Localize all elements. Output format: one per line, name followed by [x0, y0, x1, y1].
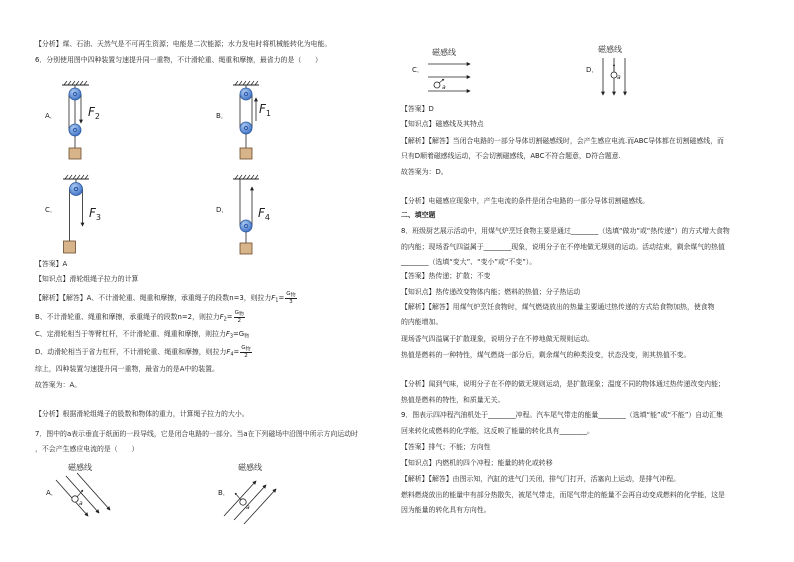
q6-analysis: 【分析】根据滑轮组绳子的股数和物体的重力，计算绳子拉力的大小。 — [35, 410, 249, 418]
force-label-b: $F_1$ — [259, 102, 271, 118]
force-symbol: F — [225, 330, 230, 338]
q9-stem-line-1: 9．图表示四冲程汽油机处于________冲程。汽车尾气带走的能量________（选填“能”或“不能”）自动汇集 — [401, 411, 723, 419]
q8-solution-line-3: 现场香气四溢属于扩散现象，说明分子在不停地做无规则运动。 — [401, 335, 594, 343]
q6-option-c-label: C． — [45, 206, 57, 214]
q6-solution-b-text: B、不计滑轮重、绳重和摩擦，承重绳子的段数n=2，则拉力 — [35, 313, 220, 321]
q8-solution-line-1: 【解析】【解答】用煤气炉烹饪食物时，煤气燃烧放出的热量主要通过热传递的方式给食物加热，使食物 — [401, 303, 715, 311]
q8-stem-line-2: 的内能；现场香气四溢属于________现象，说明分子在不停地做无规则的运动。活动结束，剩余煤气的热值 — [401, 243, 725, 251]
weight-block — [240, 243, 252, 254]
q6-answer: 【答案】A — [35, 260, 68, 268]
weight-block — [64, 241, 76, 253]
field-label-b: 磁感线 — [238, 463, 262, 472]
field-label-d: 磁感线 — [598, 45, 622, 54]
q7-solution-line-2: 只有D顺着磁感线运动，不会切割磁感线，ABC不符合题意，D符合题意. — [401, 152, 621, 160]
q9-answer: 【答案】排气；不能；方向性 — [401, 443, 491, 451]
pulley-diagram-c — [63, 175, 89, 253]
q8-stem-line-3: ________（选填“变大”、“变小”或“不变”）。 — [401, 258, 537, 266]
q9-solution-line-3: 因为能量的转化具有方向性。 — [401, 506, 491, 514]
q7-option-d-label: D． — [586, 66, 599, 74]
force-label-c: $F_3$ — [89, 206, 101, 222]
q7-analysis: 【分析】电磁感应现象中，产生电流的条件是闭合电路的一部分导体切割磁感线。 — [401, 197, 650, 205]
q8-knowledge: 【知识点】热传递改变物体内能；燃料的热值；分子热运动 — [401, 288, 581, 296]
q6-solution-a-text: 【解析】【解答】A、不计滑轮重、绳重和摩擦，承重绳子的段数n=3，则拉力 — [35, 294, 272, 302]
magnetic-field-diagram-c — [428, 64, 470, 91]
q7-stem-line-1: 7．图中的a表示垂直于纸面的一段导线，它是闭合电路的一部分。当a在下列磁场中沿图中所示方向运动时 — [35, 430, 358, 438]
pulley-diagram-b — [233, 81, 259, 159]
wire-label-d: a — [617, 74, 621, 81]
pulley-icon — [69, 124, 81, 136]
force-symbol: F — [219, 313, 224, 321]
wire-label-b: a — [246, 504, 250, 511]
magnetic-field-diagram-b — [224, 481, 276, 524]
weight-block — [69, 148, 81, 159]
pulley-icon — [70, 183, 83, 196]
field-label-c: 磁感线 — [432, 48, 456, 57]
q8-solution-line-2: 的内能增加。 — [401, 318, 443, 326]
q7-knowledge: 【知识点】磁感线及其特点 — [401, 120, 484, 128]
equals-sign: = — [278, 294, 285, 302]
q9-solution-line-1: 【解析】【解答】由图示知，汽缸的进气门关闭，排气门打开，活塞向上运动，是排气冲程。 — [401, 475, 681, 483]
q7-final-answer: 故答案为：D。 — [401, 168, 448, 176]
field-label-a: 磁感线 — [68, 463, 92, 472]
q8-answer: 【答案】热传递；扩散；不变 — [401, 272, 491, 280]
fraction: $\frac{G_物}{3}$ — [286, 291, 296, 305]
q7-solution-line-1: 【解析】【解答】当闭合电路的一部分导体切割磁感线时，会产生感应电流.而ABC导体都在切割磁感线，而 — [401, 137, 724, 145]
wire-label-a: a — [79, 500, 83, 507]
weight-block — [240, 148, 252, 159]
force-subscript: 4 — [230, 351, 234, 358]
magnetic-field-diagram-d — [603, 58, 625, 95]
force-label-d: $F_4$ — [258, 206, 270, 222]
pulley-icon — [240, 88, 252, 100]
q9-knowledge: 【知识点】内燃机的四个冲程；能量的转化或转移 — [401, 459, 553, 467]
fraction: $\frac{G_物}{2}$ — [234, 310, 244, 324]
previous-analysis: 【分析】煤、石油、天然气是不可再生资源；电能是二次能源；水力发电时将机械能转化为电能。 — [35, 40, 332, 48]
force-subscript: 3 — [229, 333, 234, 340]
equals-sign: = — [233, 348, 240, 356]
q7-option-b-label: B． — [218, 489, 230, 497]
pulley-diagram-d — [233, 175, 259, 254]
force-label-a: $F_2$ — [88, 105, 100, 121]
q8-analysis-line-1: 【分析】闻到气味，说明分子在不停的做无规则运动，是扩散现象；温度不同的物体通过热传递改变内能； — [401, 380, 725, 388]
q7-stem-line-2: ，不会产生感应电流的是（ ） — [35, 445, 139, 453]
pulley-icon — [240, 122, 252, 134]
q6-solution-d-text: D、动滑轮相当于省力杠杆，不计滑轮重、绳重和摩擦，则拉力 — [35, 348, 227, 356]
q7-option-a-label: A． — [46, 489, 58, 497]
force-subscript: 1 — [275, 297, 279, 304]
magnetic-field-diagram-a — [56, 473, 110, 516]
q6-option-a-label: A． — [45, 112, 57, 120]
section-title: 二、填空题 — [401, 211, 436, 219]
force-symbol: F — [271, 294, 276, 302]
q8-stem-line-1: 8．班级厨艺展示活动中，用煤气炉烹饪食物主要是通过________（选填“做功”或“热传递”）的方式增大食物 — [401, 227, 730, 235]
q7-option-c-label: C． — [412, 66, 424, 74]
q6-solution-c-text: C、定滑轮相当于等臂杠杆，不计滑轮重、绳重和摩擦，则拉力 — [35, 330, 226, 338]
pulley-diagram-a — [62, 81, 89, 159]
q9-stem-line-2: 回来转化成燃料的化学能，这反映了能量的转化具有________。 — [401, 427, 594, 435]
q6-stem: 6．分别使用图中四种装置匀速提升同一重物，不计滑轮重、绳重和摩擦，最省力的是（ ） — [35, 56, 322, 64]
fraction: $\frac{G_物}{2}$ — [241, 345, 251, 359]
q6-knowledge: 【知识点】滑轮组绳子拉力的计算 — [35, 275, 139, 283]
q8-analysis-line-2: 热值是燃料的特性，和质量无关。 — [401, 396, 505, 404]
force-subscript: 2 — [223, 316, 227, 323]
force-symbol: F — [226, 348, 231, 356]
equals-sign: = — [233, 330, 239, 338]
q6-solution-c: C、定滑轮相当于等臂杠杆，不计滑轮重、绳重和摩擦，则拉力$F_3=G_物$ — [35, 330, 250, 340]
q6-summary: 综上，四种装置匀速提升同一重物，最省力的是A中的装置。 — [35, 365, 219, 373]
q9-solution-line-2: 燃料燃烧放出的能量中有部分热散失，被尾气带走，而尾气带走的能量不会再自动变成燃料的化学能，这是 — [401, 491, 725, 499]
weight-symbol: G — [238, 330, 245, 338]
q6-option-d-label: D． — [216, 206, 229, 214]
q6-final-answer: 故答案为：A。 — [35, 381, 82, 389]
q8-solution-line-4: 热值是燃料的一种特性，煤气燃烧一部分后，剩余煤气的种类没变，状态没变，则其热值不变。 — [401, 351, 691, 359]
q7-answer: 【答案】D — [401, 105, 434, 113]
q6-option-b-label: B． — [216, 112, 228, 120]
pulley-icon — [69, 88, 81, 100]
equals-sign: = — [226, 313, 233, 321]
pulley-icon — [240, 220, 252, 232]
wire-label-c: a — [442, 84, 446, 91]
